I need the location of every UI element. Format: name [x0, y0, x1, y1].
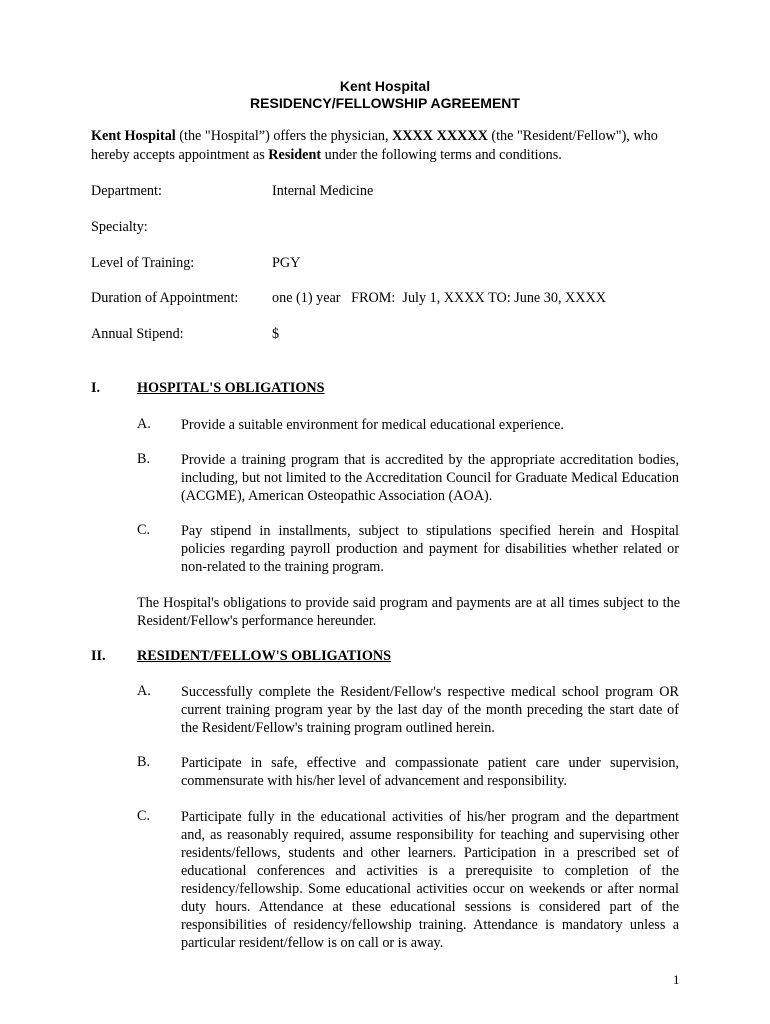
section-1-item-a-text: Provide a suitable environment for medical educational experience.	[181, 417, 564, 433]
section-2-item-c-text: Participate fully in the educational activities of his/her program and the department and, as reasonably required, assume responsibility for teaching and supervising other residents/fellows, students and other learners. Participation in a prescribed set of educational conferences and activities is a prerequisite to completion of the residency/fellowship. Some educational activities occur on weekends or after normal duty hours. Attendance at these educational sessions is considered part of the responsibilities of residency/fellowship training. Attendance is mandatory unless a particular resident/fellow is on call or is away.	[181, 809, 679, 951]
level-value: PGY	[272, 255, 301, 271]
intro-hospital-name: Kent Hospital	[91, 128, 176, 144]
hospital-name: Kent Hospital	[339, 78, 431, 94]
duration-label: Duration of Appointment:	[91, 290, 239, 306]
stipend-value: $	[272, 326, 280, 342]
department-value: Internal Medicine	[272, 183, 374, 199]
intro-paragraph	[91, 127, 681, 165]
document-title: RESIDENCY/FELLOWSHIP AGREEMENT	[250, 95, 520, 111]
page-number: 1	[673, 972, 680, 987]
section-2-item-b-text: Participate in safe, effective and compassionate patient care under supervision, commensurate with his/her level of advancement and responsibility.	[181, 755, 679, 789]
section-2-item-b-letter: B.	[137, 754, 151, 770]
section-1-item-b-letter: B.	[137, 451, 151, 467]
section-1-item-c-letter: C.	[137, 522, 151, 538]
section-1-item-b-text: Provide a training program that is accredited by the appropriate accreditation bodies, including, but not limited to the Accreditation Council for Graduate Medical Education (ACGME), American Osteopathic Association (AOA).	[181, 452, 679, 504]
section-1-closing: The Hospital's obligations to provide said program and payments are at all times subject to the Resident/Fellow's performance hereunder.	[137, 595, 680, 629]
section-2-item-a-letter: A.	[137, 683, 151, 699]
section-2-title: RESIDENT/FELLOW'S OBLIGATIONS	[137, 648, 392, 664]
section-1-number: I.	[91, 380, 101, 396]
intro-text-a: (the "Hospital”) offers the physician,	[175, 128, 393, 144]
intro-text-b: (the "Resident/Fellow"), who hereby accepts appointment as	[91, 128, 658, 163]
level-label: Level of Training:	[91, 255, 195, 271]
section-1-item-c-text: Pay stipend in installments, subject to stipulations specified herein and Hospital policies regarding payroll production and payment for disabilities whether related or non-related to the training program.	[181, 523, 679, 575]
intro-role: Resident	[268, 147, 322, 163]
section-2-item-a-text: Successfully complete the Resident/Fellow's respective medical school program OR current training program year by the last day of the month preceding the start date of the Resident/Fellow's training program outlined herein.	[181, 684, 679, 736]
section-1-item-a-letter: A.	[137, 416, 151, 432]
intro-text-c: under the following terms and conditions.	[321, 147, 562, 163]
specialty-label: Specialty:	[91, 219, 148, 235]
section-2-item-c-letter: C.	[137, 808, 151, 824]
section-2-number: II.	[91, 648, 106, 664]
intro-physician-name: XXXX XXXXX	[392, 128, 488, 144]
section-1-title: HOSPITAL'S OBLIGATIONS	[137, 380, 325, 396]
department-label: Department:	[91, 183, 162, 199]
duration-value: one (1) year FROM: July 1, XXXX TO: June 30, XXXX	[272, 290, 607, 306]
stipend-label: Annual Stipend:	[91, 326, 184, 342]
